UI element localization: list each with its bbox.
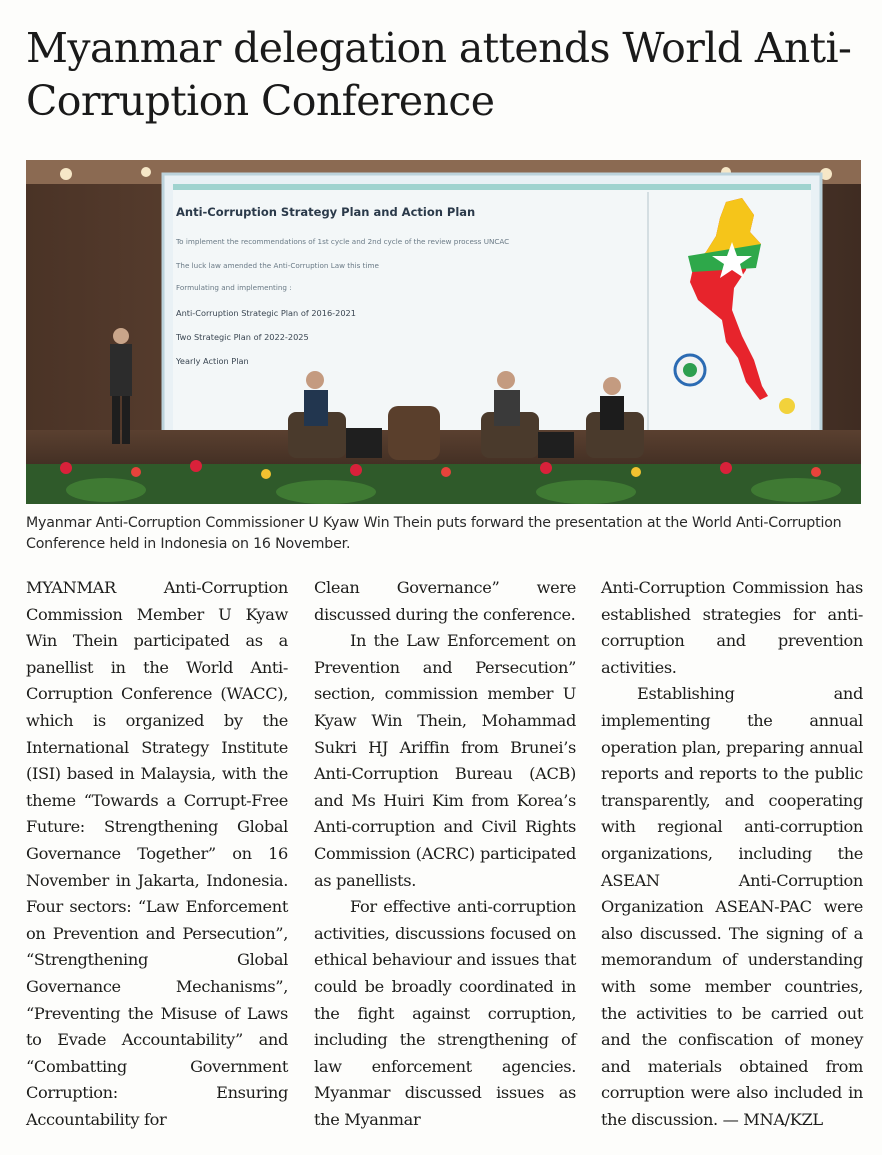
photo-caption: Myanmar Anti-Corruption Commissioner U Kyaw Win Thein puts forward the presentation at the World Anti-Corruption Conference held in Indonesia on 16 November. — [26, 515, 842, 552]
article-paragraph: MYANMAR Anti-Corruption Commission Member U Kyaw Win Thein participated as a panellist in the World Anti-Corruption Conference (WACC), which is organized by the International Strategy Institute (ISI) based in Malaysia, with the theme “Towards a Corrupt-Free Future: Strengthening Global Governance Together” on 16 November in Jakarta, Indonesia. Four sectors: “Law Enforcement on Prevention and Persecution”, “Strengthening Global Governance Mechanisms”, “Preventing the Misuse of Laws to Evade Accountability” and “Combatting Government Corruption: Ensuring Accountability for — [26, 578, 288, 1129]
article-column-1 — [26, 575, 288, 1133]
article-paragraph: In the Law Enforcement on Prevention and Persecution” section, commission member U Kyaw Win Thein, Mohammad Sukri HJ Ariffin from Brunei’s Anti-Corruption Bureau (ACB) and Ms Huiri Kim from Korea’s Anti-corruption and Civil Rights Commission (ACRC) participated as panellists. — [314, 631, 576, 890]
slide-item: The luck law amended the Anti-Corruption Law this time — [176, 261, 379, 270]
article-column-2 — [314, 575, 576, 1133]
article-headline: Myanmar delegation attends World Anti-Corruption Conference — [26, 24, 852, 125]
stage-flowers — [26, 460, 861, 504]
conference-photo — [26, 160, 861, 504]
slide-bullet: Anti-Corruption Strategic Plan of 2016-2021 — [176, 308, 356, 318]
article-paragraph: For effective anti-corruption activities, discussions focused on ethical behaviour and issues that could be broadly coordinated in the fight against corruption, including the strengthening of law enforcement agencies. Myanmar discussed issues as the Myanmar — [314, 897, 576, 1129]
article-column-3 — [601, 575, 863, 1133]
empty-chair — [388, 406, 440, 460]
article-paragraph: Clean Governance” were discussed during the conference. — [314, 578, 576, 624]
slide-item: To implement the recommendations of 1st cycle and 2nd cycle of the review process UNCAC — [176, 237, 510, 246]
article-paragraph: Establishing and implementing the annual operation plan, preparing annual reports and reports to the public transparently, and cooperating with regional anti-corruption organizations, including the ASEAN Anti-Corruption Organization ASEAN-PAC were also discussed. The signing of a memorandum of understanding with some member countries, the activities to be carried out and the confiscation of money and materials obtained from corruption were also included in the discussion. — MNA/KZL — [601, 684, 863, 1129]
slide-bullet: Yearly Action Plan — [176, 356, 249, 366]
slide-bullet: Two Strategic Plan of 2022-2025 — [176, 332, 309, 342]
article-paragraph: Anti-Corruption Commission has established strategies for anti-corruption and prevention activities. — [601, 578, 863, 677]
slide-title: Anti-Corruption Strategy Plan and Action Plan — [176, 205, 476, 219]
slide-item: Formulating and implementing : — [176, 283, 292, 292]
